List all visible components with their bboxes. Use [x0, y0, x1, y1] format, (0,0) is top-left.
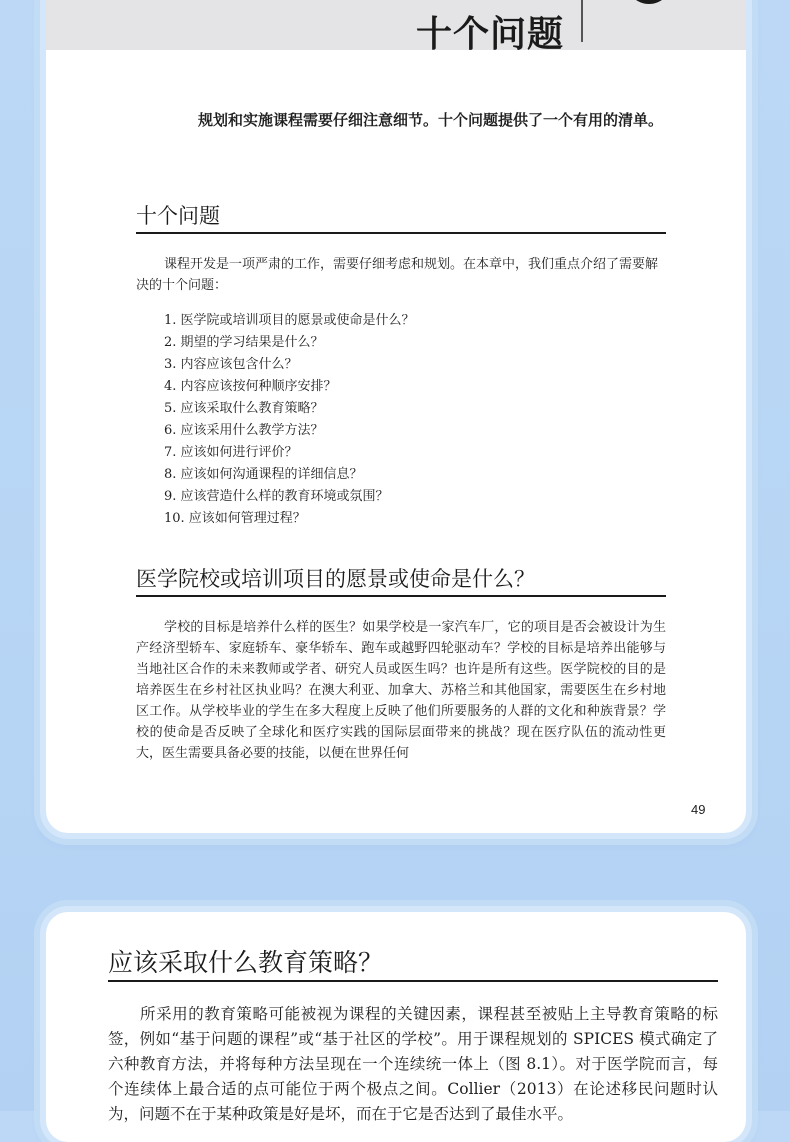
list-item: 7. 应该如何进行评价？ [164, 445, 298, 460]
heading-rule [108, 980, 718, 982]
section-heading: 医学院校或培训项目的愿景或使命是什么？ [136, 567, 535, 591]
list-item: 2. 期望的学习结果是什么？ [164, 335, 324, 350]
heading-rule [136, 232, 666, 234]
list-item: 6. 应该采用什么教学方法？ [164, 423, 324, 438]
section-heading: 应该采取什么教育策略？ [108, 948, 384, 977]
chapter-header-bar [46, 0, 746, 54]
section-paragraph: 课程开发是一项严肃的工作，需要仔细考虑和规划。在本章中，我们重点介绍了需要解决的十个问题： [136, 257, 659, 293]
page-number: 49 [691, 802, 706, 817]
chapter-number-graphic [626, 0, 672, 4]
book-page-card [46, 912, 746, 1142]
list-item: 4. 内容应该按何种顺序安排？ [164, 379, 337, 394]
chapter-intro: 规划和实施课程需要仔细注意细节。十个问题提供了一个有用的清单。 [198, 111, 664, 129]
section-heading: 十个问题 [136, 204, 220, 228]
list-item: 3. 内容应该包含什么？ [164, 357, 298, 372]
list-item: 8. 应该如何沟通课程的详细信息？ [164, 467, 363, 482]
chapter-divider [581, 0, 583, 42]
section-paragraph: 学校的目标是培养什么样的医生？如果学校是一家汽车厂，它的项目是否会被设计为生产经济型轿车、家庭轿车、豪华轿车、跑车或越野四轮驱动车？学校的目标是培养出能够与当地社区合作的未来教师或学者、研究人员或医生吗？也许是所有这些。医学院校的目的是培养医生在乡村社区执业吗？在澳大利亚、加拿大、苏格兰和其他国家，需要医生在乡村地区工作。从学校毕业的学生在多大程度上反映了他们所要服务的人群的文化和种族背景？学校的使命是否反映了全球化和医疗实践的国际层面带来的挑战？现在医疗队伍的流动性更大，医生需要具备必要的技能，以便在世界任何 [136, 620, 666, 761]
questions-list [164, 310, 415, 530]
list-item: 9. 应该营造什么样的教育环境或氛围？ [164, 489, 389, 504]
book-page-card [46, 0, 746, 833]
list-item: 5. 应该采取什么教育策略？ [164, 401, 324, 416]
heading-rule [136, 595, 666, 597]
chapter-title: 十个问题 [416, 13, 565, 54]
list-item: 1. 医学院或培训项目的愿景或使命是什么？ [164, 313, 415, 328]
section-paragraph: 所采用的教育策略可能被视为课程的关键因素，课程甚至被贴上主导教育策略的标签，例如“基于问题的课程”或“基于社区的学校”。用于课程规划的 SPICES 模式确定了六种教育方法，并将每种方法呈现在一个连续统一体上（图 8.1）。对于医学院而言，每个连续体上最合适的点可能位于两个极点之间。Collier（2013）在论述移民问题时认为，问题不在于某种政策是好是坏，而在于它是否达到了最佳水平。 [108, 1005, 718, 1123]
list-item: 10. 应该如何管理过程？ [164, 511, 306, 526]
